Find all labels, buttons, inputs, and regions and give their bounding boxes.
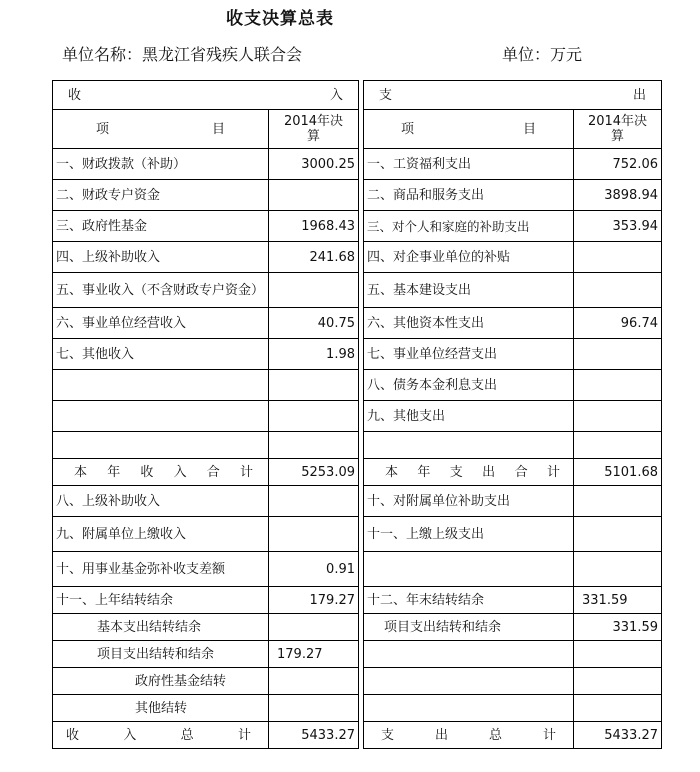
expend-item: 五、基本建设支出 (364, 273, 574, 308)
expend-sub-item (364, 668, 574, 695)
income-item: 四、上级补助收入 (53, 242, 269, 273)
income-value: 1.98 (269, 339, 359, 370)
expend-item: 四、对企事业单位的补贴 (364, 242, 574, 273)
expend-value (574, 242, 662, 273)
income-value: 179.27 (269, 587, 359, 614)
expend-value: 96.74 (574, 308, 662, 339)
income-year-header: 2014年决 算 (269, 110, 359, 149)
expend-sub-item: 项目支出结转和结余 (364, 614, 574, 641)
income-value (269, 273, 359, 308)
expend-value (574, 668, 662, 695)
income-total-label: 收 入 总 计 (53, 722, 269, 749)
table-subheader-row (53, 110, 662, 149)
table-row (53, 308, 662, 339)
income-subtotal-value: 5253.09 (269, 459, 359, 486)
expend-item: 二、商品和服务支出 (364, 180, 574, 211)
income-item: 一、财政拨款（补助） (53, 149, 269, 180)
income-subtotal-label: 本 年 收 入 合 计 (53, 459, 269, 486)
income-sub-item: 政府性基金结转 (53, 668, 269, 695)
table-row (53, 587, 662, 614)
income-value (269, 614, 359, 641)
expend-value (574, 401, 662, 432)
income-header-char: 入 (329, 87, 343, 103)
table-header-row (53, 81, 662, 110)
income-sub-item: 其他结转 (53, 695, 269, 722)
table-row (53, 614, 662, 641)
expend-sub-item (364, 641, 574, 668)
subtotal-row (53, 459, 662, 486)
income-value (269, 517, 359, 552)
expend-item: 一、工资福利支出 (364, 149, 574, 180)
income-item: 六、事业单位经营收入 (53, 308, 269, 339)
expend-value (574, 695, 662, 722)
income-value (269, 401, 359, 432)
expend-subtotal-label: 本 年 支 出 合 计 (364, 459, 574, 486)
expend-subtotal-value: 5101.68 (574, 459, 662, 486)
table-row (53, 486, 662, 517)
income-value: 1968.43 (269, 211, 359, 242)
income-value (269, 180, 359, 211)
table-row (53, 273, 662, 308)
income-value (269, 668, 359, 695)
income-header-char: 收 (68, 87, 82, 103)
expend-item: 十、对附属单位补助支出 (364, 486, 574, 517)
page-title: 收支决算总表 (226, 9, 334, 29)
expend-item: 九、其他支出 (364, 401, 574, 432)
expend-item: 八、债务本金利息支出 (364, 370, 574, 401)
expend-header-char: 出 (632, 87, 646, 103)
income-item (53, 401, 269, 432)
income-value: 40.75 (269, 308, 359, 339)
income-item: 八、上级补助收入 (53, 486, 269, 517)
expend-item: 六、其他资本性支出 (364, 308, 574, 339)
income-item: 二、财政专户资金 (53, 180, 269, 211)
expend-sub-item (364, 695, 574, 722)
income-item (53, 370, 269, 401)
expend-item: 三、对个人和家庭的补助支出 (364, 211, 574, 242)
income-item: 九、附属单位上缴收入 (53, 517, 269, 552)
table-row (53, 370, 662, 401)
income-value: 179.27 (269, 641, 359, 668)
expend-value (574, 273, 662, 308)
expend-value: 3898.94 (574, 180, 662, 211)
expend-value: 752.06 (574, 149, 662, 180)
expend-value: 353.94 (574, 211, 662, 242)
table-row (53, 180, 662, 211)
expend-year-header: 2014年决 算 (574, 110, 662, 149)
expend-item (364, 552, 574, 587)
income-header (53, 81, 359, 110)
expend-value: 331.59 (574, 614, 662, 641)
total-row (53, 722, 662, 749)
table-row (53, 242, 662, 273)
table-row (53, 339, 662, 370)
table-row (53, 695, 662, 722)
expend-value (574, 552, 662, 587)
expend-item: 十一、上缴上级支出 (364, 517, 574, 552)
table-row (53, 149, 662, 180)
expend-header-char: 支 (379, 87, 393, 103)
income-sub-item: 基本支出结转结余 (53, 614, 269, 641)
table-row (53, 401, 662, 432)
table-row (53, 641, 662, 668)
expend-value (574, 641, 662, 668)
income-value (269, 370, 359, 401)
expend-value (574, 486, 662, 517)
budget-table (52, 80, 662, 749)
expend-value (574, 517, 662, 552)
expend-value (574, 370, 662, 401)
income-item: 十一、上年结转结余 (53, 587, 269, 614)
unit-name-label: 单位名称：黑龙江省残疾人联合会 (62, 45, 303, 64)
expend-total-label: 支 出 总 计 (364, 722, 574, 749)
income-value: 241.68 (269, 242, 359, 273)
unit-label: 单位：万元 (502, 45, 583, 64)
income-item: 十、用事业基金弥补收支差额 (53, 552, 269, 587)
expend-item-header: 项 目 (364, 110, 574, 149)
table-row (53, 668, 662, 695)
expend-item: 十二、年末结转结余 (364, 587, 574, 614)
income-item: 五、事业收入（不含财政专户资金） (53, 273, 269, 308)
expend-total-value: 5433.27 (574, 722, 662, 749)
expend-header (364, 81, 662, 110)
income-item-header: 项 目 (53, 110, 269, 149)
table-row (53, 517, 662, 552)
income-total-value: 5433.27 (269, 722, 359, 749)
income-item: 三、政府性基金 (53, 211, 269, 242)
table-row (53, 552, 662, 587)
income-value: 3000.25 (269, 149, 359, 180)
income-value (269, 486, 359, 517)
table-row (53, 211, 662, 242)
expend-value (574, 339, 662, 370)
income-sub-item: 项目支出结转和结余 (53, 641, 269, 668)
expend-item: 七、事业单位经营支出 (364, 339, 574, 370)
table-row (53, 432, 662, 459)
income-item: 七、其他收入 (53, 339, 269, 370)
income-value: 0.91 (269, 552, 359, 587)
expend-value: 331.59 (574, 587, 662, 614)
income-value (269, 695, 359, 722)
